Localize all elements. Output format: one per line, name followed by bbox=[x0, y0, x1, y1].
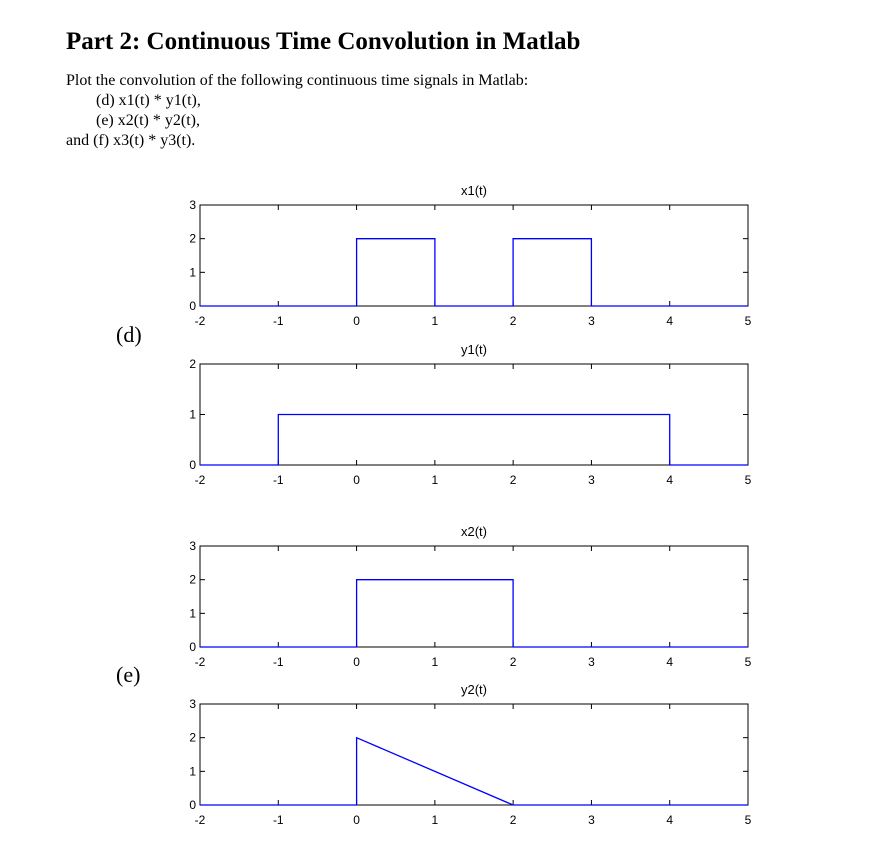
y-tick-label: 1 bbox=[189, 606, 196, 621]
x-tick-label: 1 bbox=[431, 655, 439, 669]
y-tick-label: 0 bbox=[189, 299, 196, 313]
x-tick-label: 0 bbox=[353, 314, 360, 328]
intro-text: Plot the convolution of the following continuous time signals in Matlab: bbox=[66, 72, 529, 89]
page-heading: Part 2: Continuous Time Convolution in Matlab bbox=[66, 28, 581, 55]
x-tick-label: -1 bbox=[272, 813, 284, 827]
plot-axes-box bbox=[200, 205, 748, 306]
x-tick-label: 4 bbox=[666, 473, 674, 487]
y-tick-label: 3 bbox=[189, 198, 196, 212]
x-tick-label: 0 bbox=[353, 473, 360, 487]
item-e: (e) x2(t) * y2(t), bbox=[96, 112, 200, 129]
plot-3 bbox=[189, 524, 751, 669]
plot-title: x2(t) bbox=[461, 524, 487, 539]
plot-4 bbox=[189, 682, 751, 827]
x-tick-label: 1 bbox=[431, 813, 439, 827]
x-tick-label: 3 bbox=[588, 813, 595, 827]
signal-line bbox=[200, 738, 748, 805]
x-tick-label: -1 bbox=[272, 314, 284, 328]
plot-title: x1(t) bbox=[461, 183, 487, 198]
x-tick-label: 4 bbox=[666, 813, 674, 827]
y-tick-label: 1 bbox=[189, 764, 196, 779]
group-label-e: (e) bbox=[116, 662, 141, 687]
x-tick-label: 5 bbox=[744, 314, 752, 328]
x-tick-label: -2 bbox=[194, 473, 206, 487]
x-tick-label: 4 bbox=[666, 655, 674, 669]
y-tick-label: 2 bbox=[189, 730, 196, 745]
x-tick-label: 3 bbox=[588, 473, 595, 487]
item-d: (d) x1(t) * y1(t), bbox=[96, 92, 201, 109]
y-tick-label: 0 bbox=[189, 798, 196, 812]
y-tick-label: 3 bbox=[189, 539, 196, 553]
item-f: and (f) x3(t) * y3(t). bbox=[66, 132, 196, 149]
y-tick-label: 2 bbox=[189, 231, 196, 246]
x-tick-label: 2 bbox=[509, 813, 517, 827]
plot-title: y1(t) bbox=[461, 342, 487, 357]
plot-1 bbox=[189, 183, 751, 328]
x-tick-label: 5 bbox=[744, 473, 752, 487]
x-tick-label: -2 bbox=[194, 314, 206, 328]
x-tick-label: -1 bbox=[272, 655, 284, 669]
plot-axes-box bbox=[200, 704, 748, 805]
x-tick-label: 4 bbox=[666, 314, 674, 328]
x-tick-label: -2 bbox=[194, 813, 206, 827]
plot-2 bbox=[189, 342, 751, 487]
x-tick-label: 5 bbox=[744, 655, 752, 669]
y-tick-label: 0 bbox=[189, 640, 196, 654]
x-tick-label: 3 bbox=[588, 655, 595, 669]
x-tick-label: 0 bbox=[353, 813, 360, 827]
x-tick-label: 0 bbox=[353, 655, 360, 669]
x-tick-label: 3 bbox=[588, 314, 595, 328]
x-tick-label: 2 bbox=[509, 655, 517, 669]
signal-line bbox=[200, 580, 748, 647]
x-tick-label: 1 bbox=[431, 314, 439, 328]
group-label-d: (d) bbox=[116, 322, 142, 347]
y-tick-label: 1 bbox=[189, 265, 196, 280]
signal-line bbox=[200, 415, 748, 466]
plot-axes-box bbox=[200, 546, 748, 647]
plot-title: y2(t) bbox=[461, 682, 487, 697]
y-tick-label: 2 bbox=[189, 572, 196, 587]
x-tick-label: 2 bbox=[509, 314, 517, 328]
x-tick-label: 5 bbox=[744, 813, 752, 827]
x-tick-label: 2 bbox=[509, 473, 517, 487]
signal-line bbox=[200, 239, 748, 306]
y-tick-label: 1 bbox=[189, 407, 196, 422]
x-tick-label: -1 bbox=[272, 473, 284, 487]
y-tick-label: 2 bbox=[189, 357, 196, 371]
y-tick-label: 3 bbox=[189, 697, 196, 711]
x-tick-label: -2 bbox=[194, 655, 206, 669]
y-tick-label: 0 bbox=[189, 458, 196, 472]
x-tick-label: 1 bbox=[431, 473, 439, 487]
